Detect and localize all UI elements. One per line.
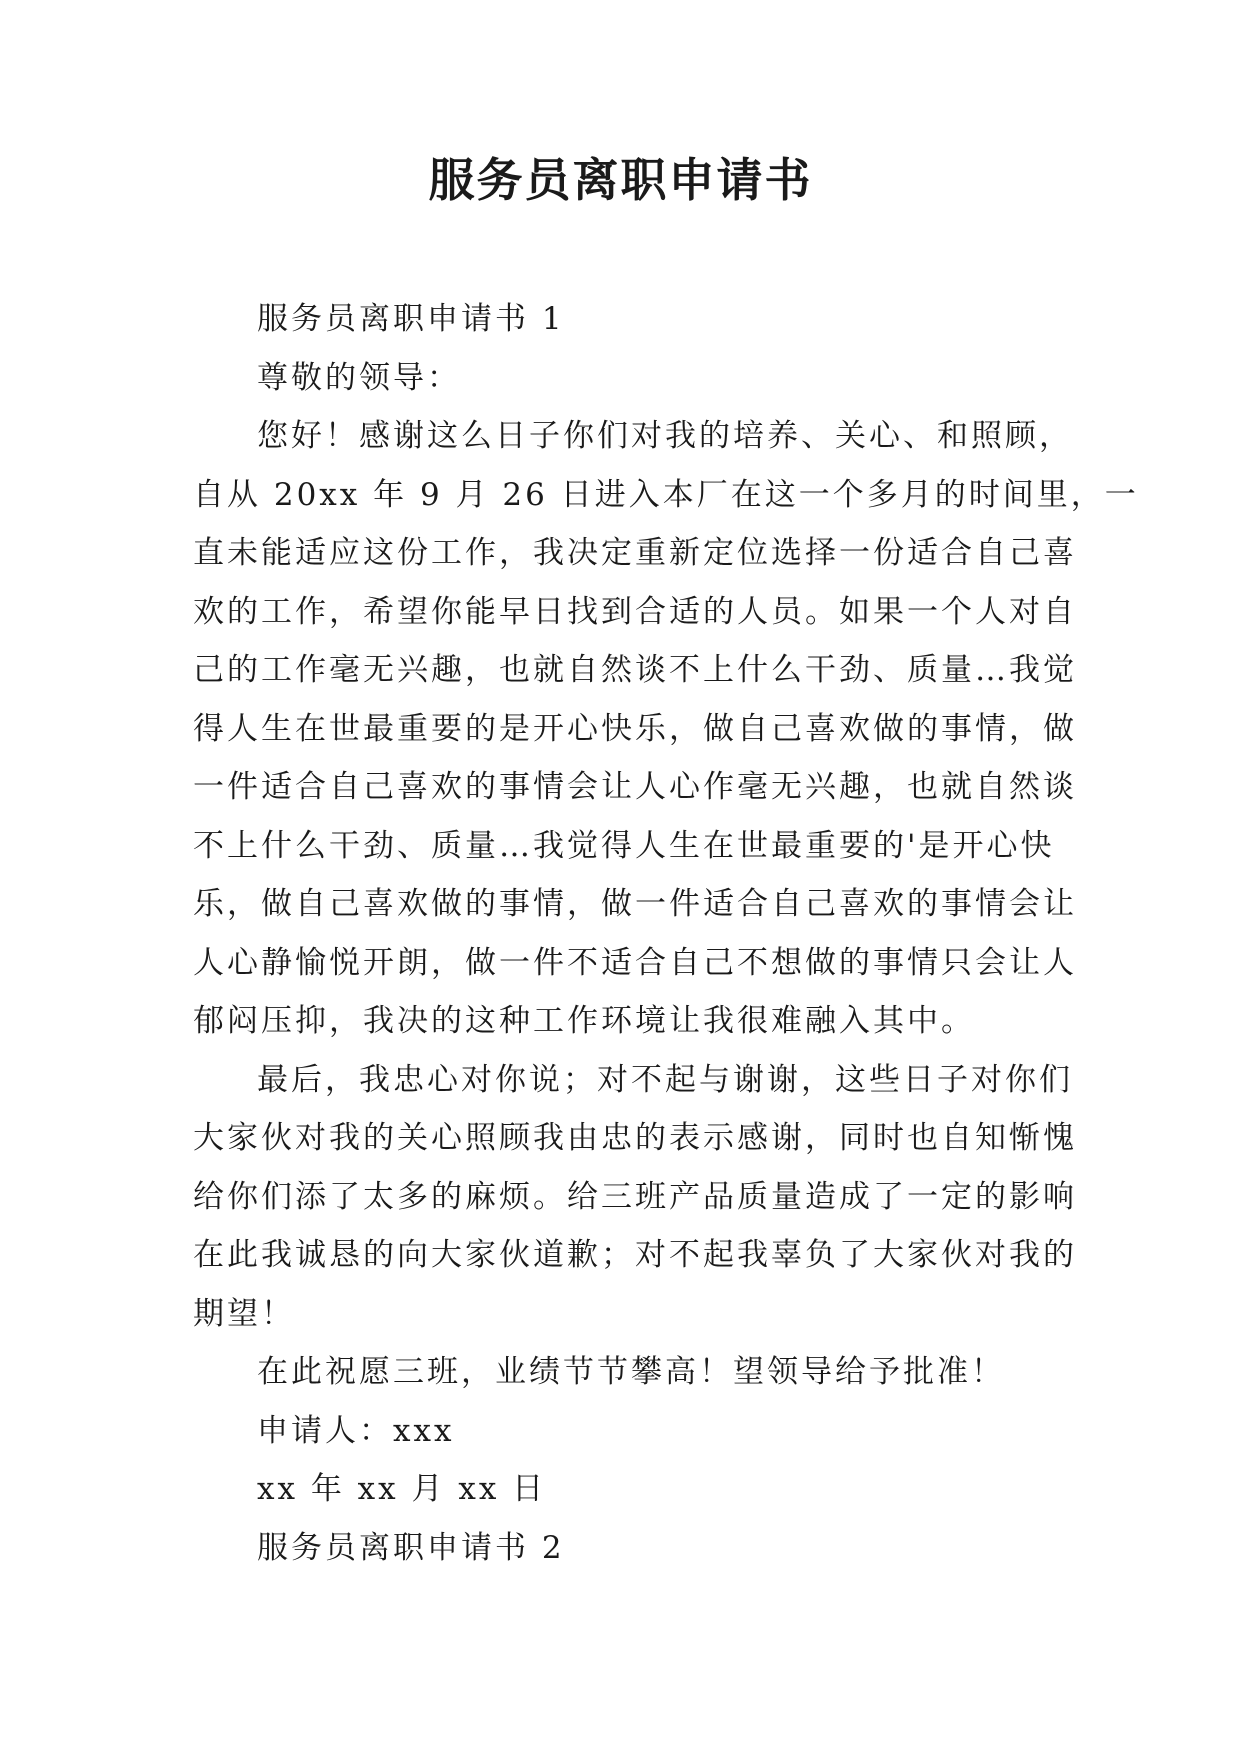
paragraph-line: 最后，我忠心对你说；对不起与谢谢，这些日子对你们 <box>257 1061 1073 1098</box>
section-heading-2: 服务员离职申请书 2 <box>257 1529 565 1566</box>
closing-wish: 在此祝愿三班，业绩节节攀高！望领导给予批准！ <box>257 1354 1005 1390</box>
paragraph-line: 得人生在世最重要的是开心快乐，做自己喜欢做的事情，做 <box>193 710 1077 747</box>
paragraph-line: 郁闷压抑，我决的这种工作环境让我很难融入其中。 <box>193 1003 975 1039</box>
document-body <box>193 290 1139 1577</box>
date-line: xx 年 xx 月 xx 日 <box>257 1471 547 1507</box>
document-title: 服务员离职申请书 <box>428 153 813 207</box>
paragraph-line: 一件适合自己喜欢的事情会让人心作毫无兴趣，也就自然谈 <box>193 769 1077 805</box>
paragraph-line: 自从 20xx 年 9 月 26 日进入本厂在这一个多月的时间里，一 <box>193 476 1139 513</box>
salutation: 尊敬的领导： <box>257 359 461 396</box>
section-heading-1: 服务员离职申请书 1 <box>257 301 565 337</box>
paragraph-line: 欢的工作，希望你能早日找到合适的人员。如果一个人对自 <box>193 593 1077 630</box>
paragraph-line: 您好！感谢这么日子你们对我的培养、关心、和照顾， <box>257 418 1073 454</box>
paragraph-line: 己的工作毫无兴趣，也就自然谈不上什么干劲、质量…我觉 <box>193 652 1077 688</box>
paragraph-line: 直未能适应这份工作，我决定重新定位选择一份适合自己喜 <box>193 535 1077 571</box>
applicant-line: 申请人：xxx <box>257 1412 455 1449</box>
paragraph-line: 不上什么干劲、质量…我觉得人生在世最重要的'是开心快 <box>193 827 1055 864</box>
paragraph-line: 给你们添了太多的麻烦。给三班产品质量造成了一定的影响 <box>193 1178 1077 1215</box>
paragraph-line: 人心静愉悦开朗，做一件不适合自己不想做的事情只会让人 <box>193 944 1077 981</box>
paragraph-line: 大家伙对我的关心照顾我由忠的表示感谢，同时也自知惭愧 <box>193 1120 1077 1156</box>
paragraph-line: 期望！ <box>193 1295 295 1332</box>
paragraph-line: 乐，做自己喜欢做的事情，做一件适合自己喜欢的事情会让 <box>193 886 1077 922</box>
paragraph-line: 在此我诚恳的向大家伙道歉；对不起我辜负了大家伙对我的 <box>193 1237 1077 1273</box>
